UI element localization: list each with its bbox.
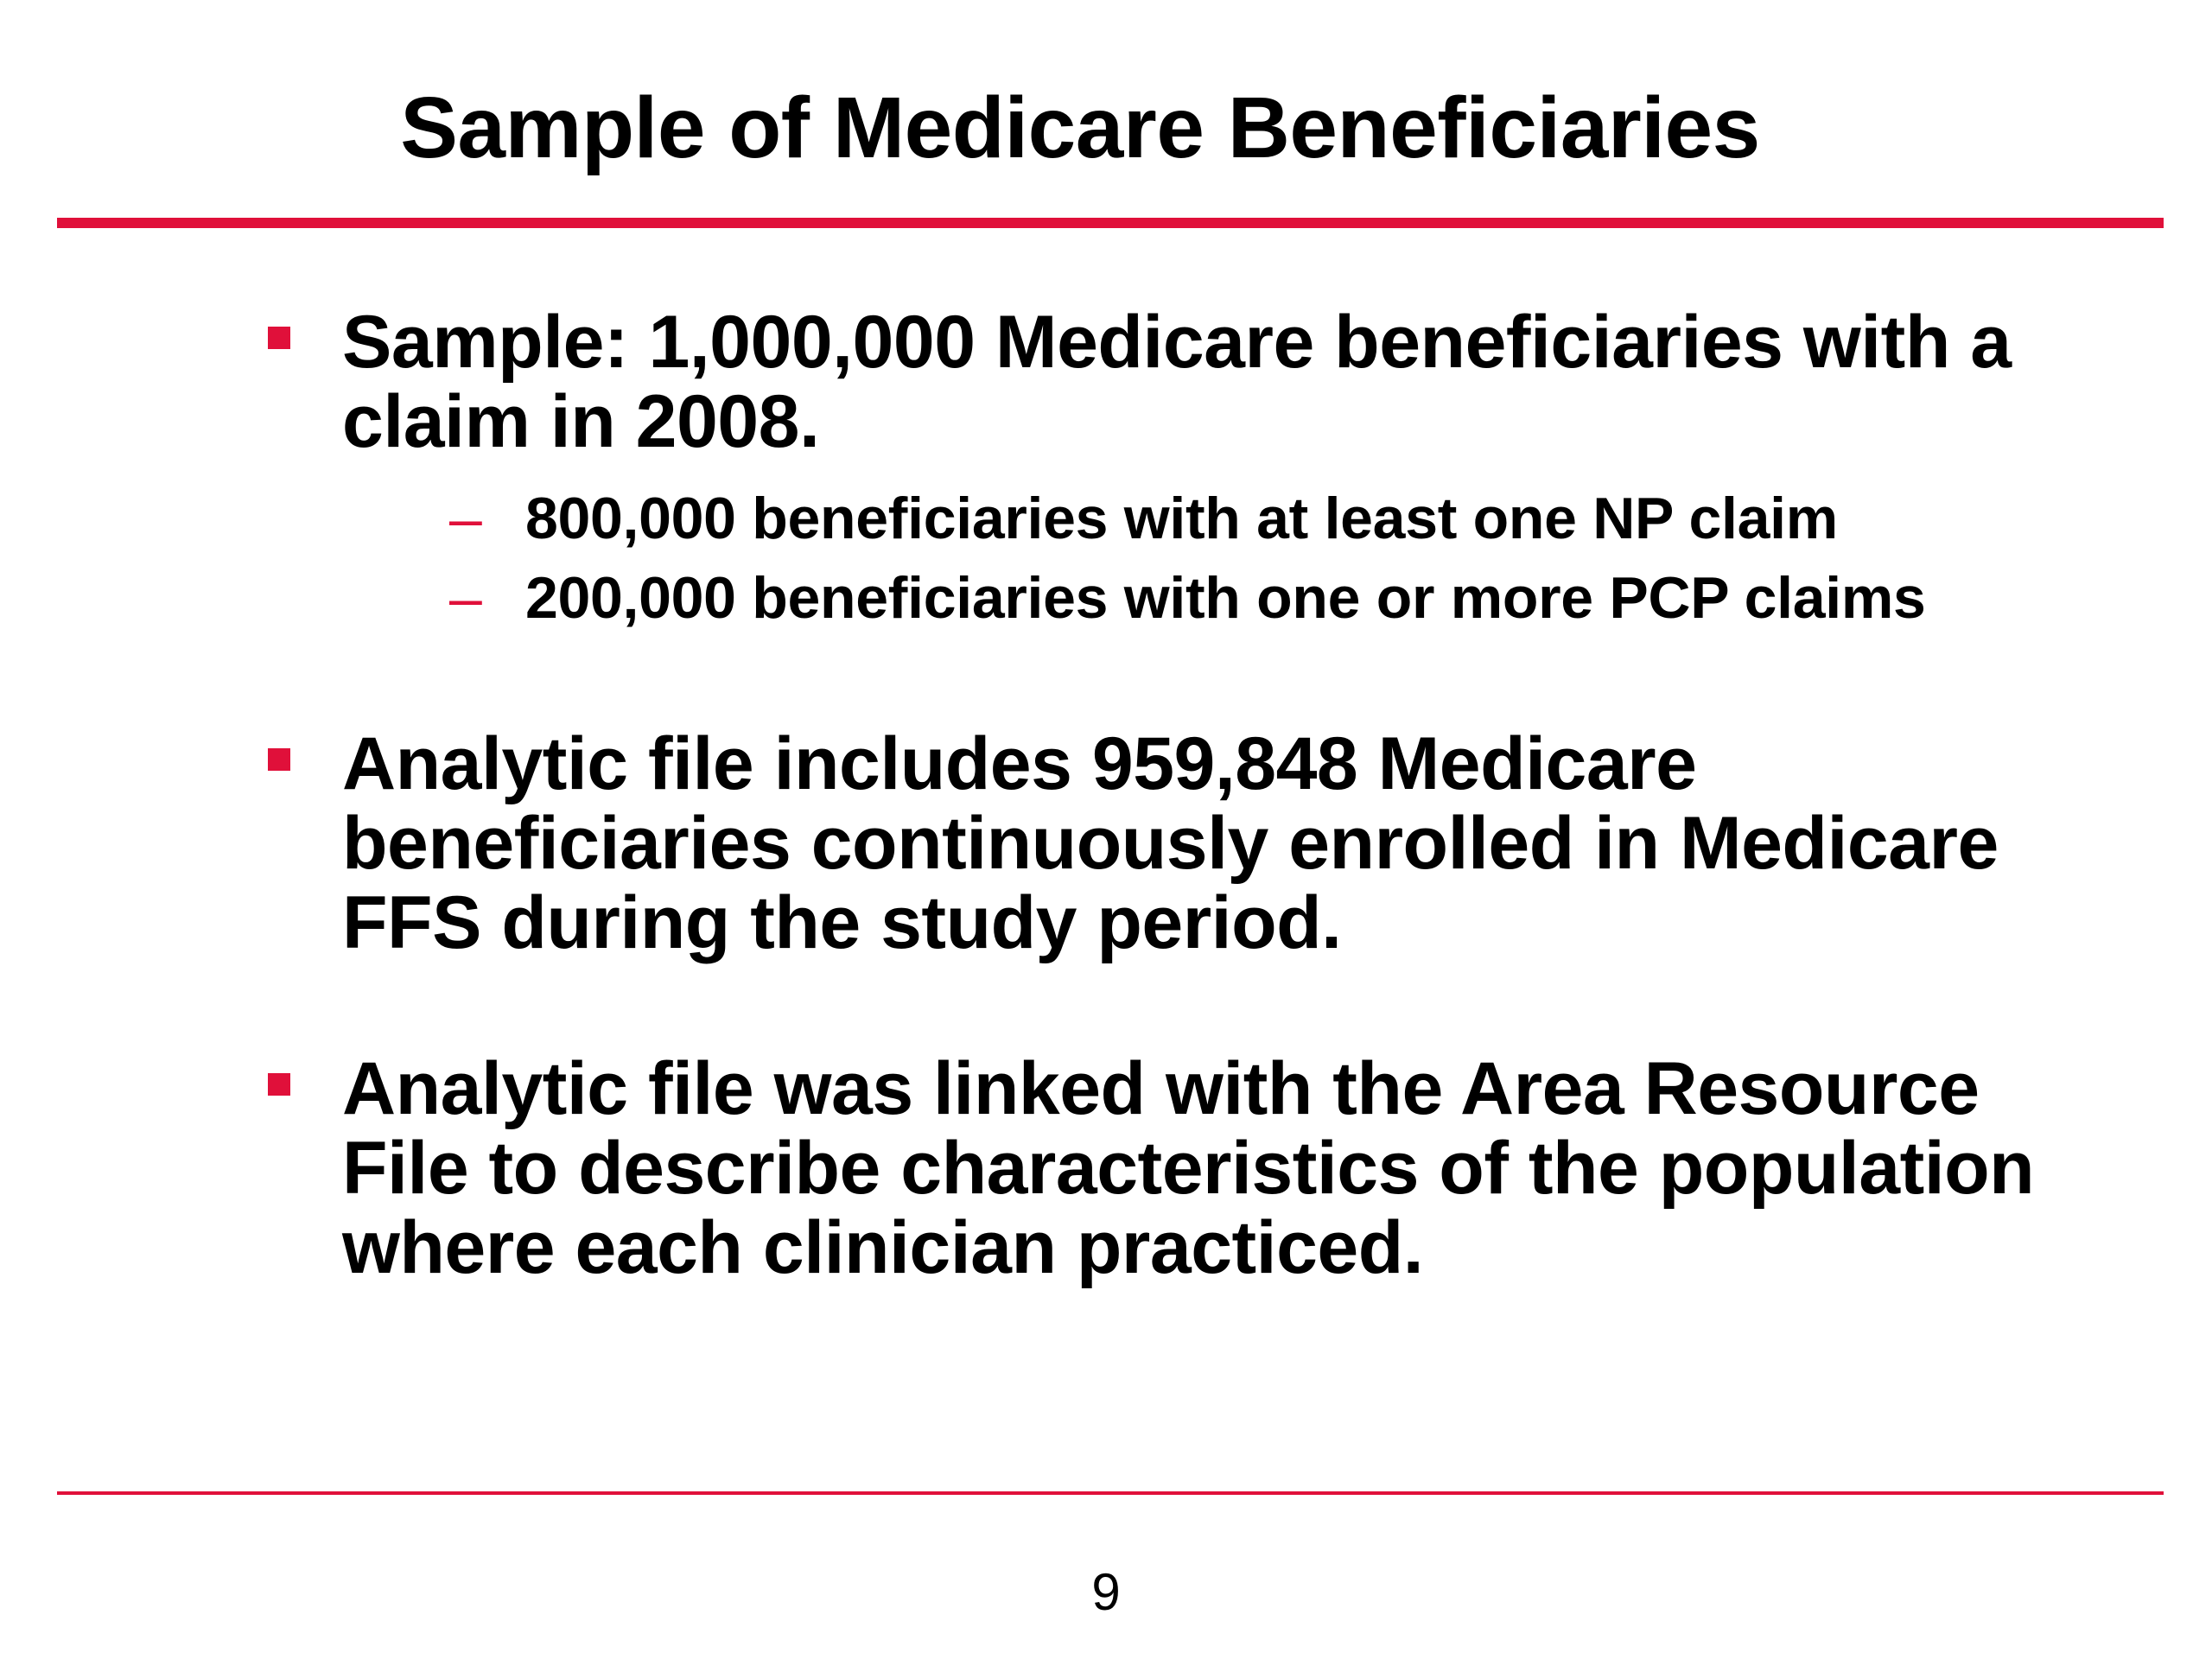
square-bullet-icon <box>268 1073 290 1096</box>
sub-bullet-item <box>342 558 2056 638</box>
sub-bullet-list <box>342 479 2056 638</box>
bullet-item-sample <box>259 302 2056 638</box>
bullet-text: Sample: 1,000,000 Medicare beneficiaries with a claim in 2008. <box>342 301 2012 463</box>
sub-bullet-text: 800,000 beneficiaries with at least one NP claim <box>525 486 1838 551</box>
sub-bullet-text: 200,000 beneficiaries with one or more PCP claims <box>525 565 1926 631</box>
dash-bullet-icon: – <box>449 565 482 631</box>
title-divider <box>57 218 2164 228</box>
square-bullet-icon <box>268 748 290 771</box>
bullet-text: Analytic file includes 959,848 Medicare beneficiaries continuously enrolled in Medicare FFS during the study period. <box>342 722 1999 964</box>
page-number: 9 <box>1091 1563 1121 1621</box>
slide-title: Sample of Medicare Beneficiaries <box>400 79 1760 176</box>
dash-bullet-icon: – <box>449 486 482 551</box>
bullet-item-area-resource-file <box>259 1049 2056 1287</box>
sub-bullet-item <box>342 479 2056 558</box>
bullet-list <box>259 302 2056 1287</box>
bullet-text: Analytic file was linked with the Area Resource File to describe characteristics of the population where each clinician practiced. <box>342 1047 2035 1289</box>
bullet-item-analytic-file <box>259 724 2056 963</box>
square-bullet-icon <box>268 327 290 349</box>
footer-divider <box>57 1491 2164 1495</box>
